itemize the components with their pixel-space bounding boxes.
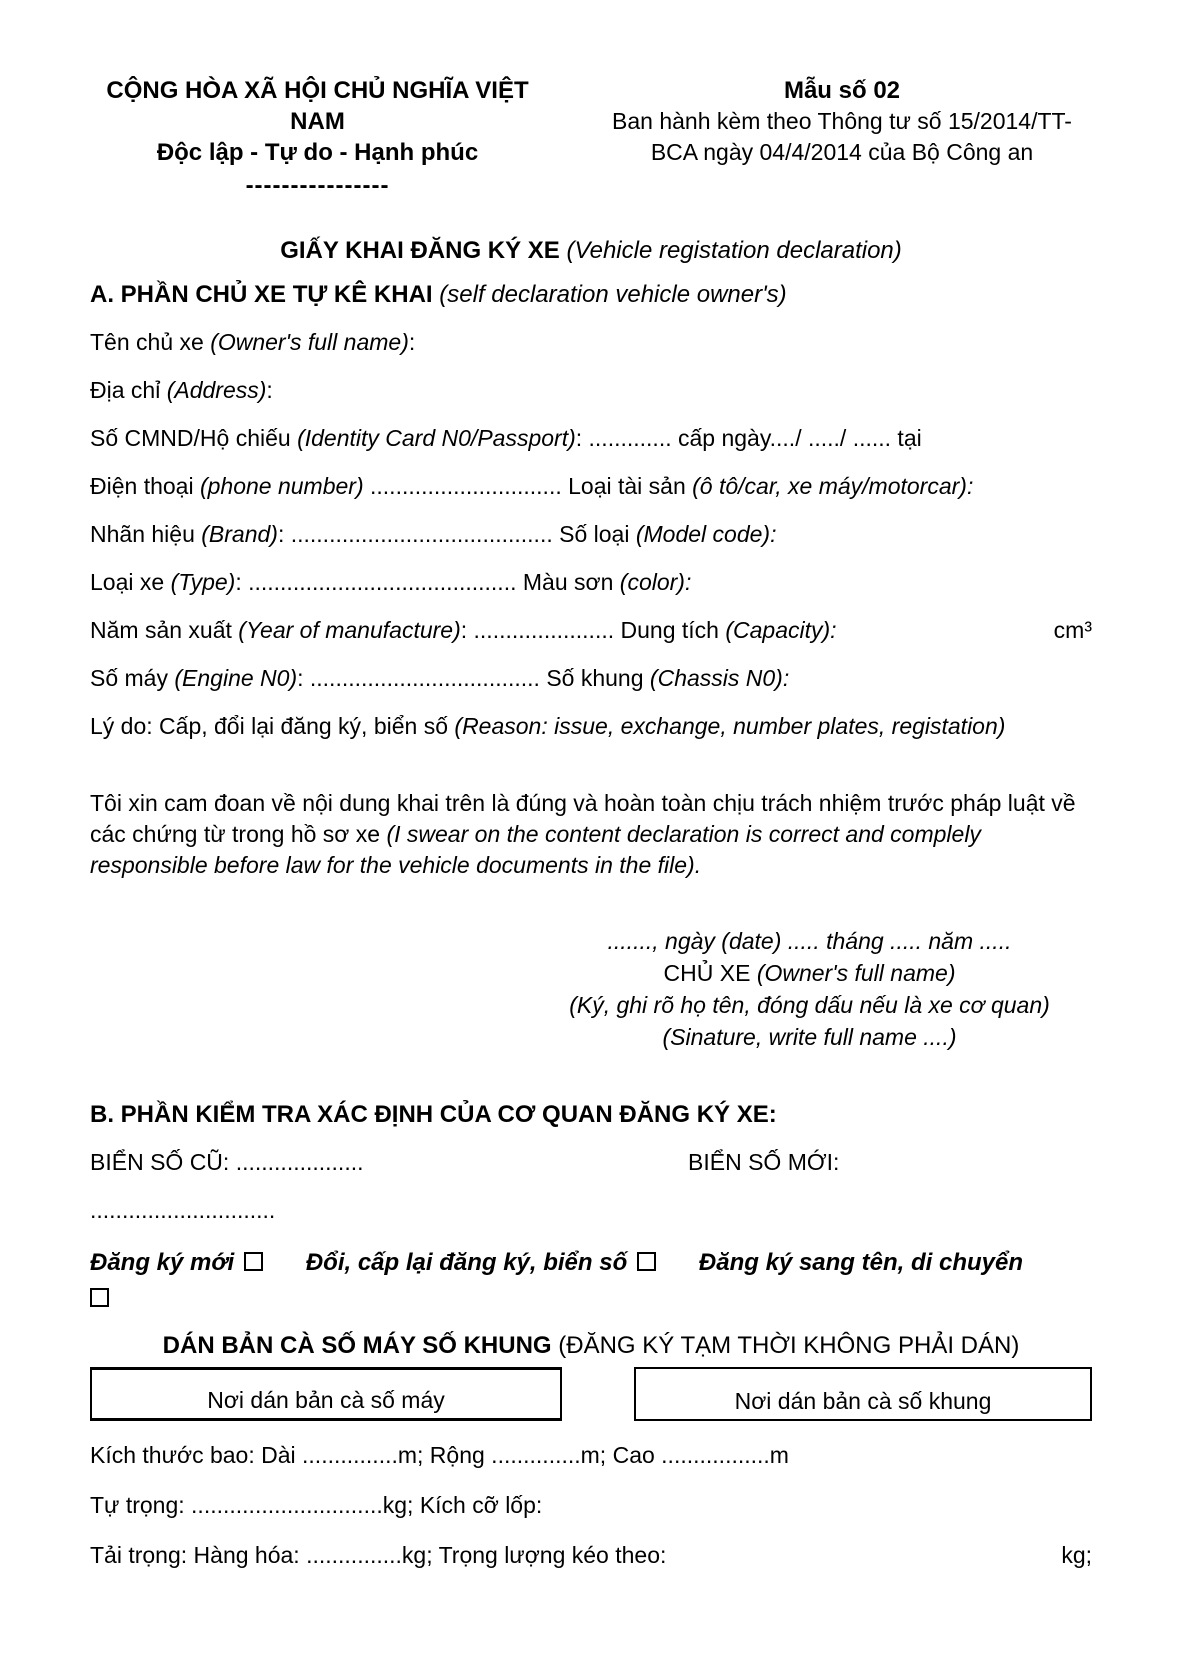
old-plate-fill-area: ............................. [90,1197,276,1223]
engine-fill-area: : .................................... [297,665,547,691]
phone-fill-area: .............................. [363,473,569,499]
id-card-fill-area: : ............. cấp ngày..../ ...../ ...... tại [575,425,922,451]
section-b-heading: B. PHẦN KIỂM TRA XÁC ĐỊNH CỦA CƠ QUAN ĐĂNG KÝ XE: [90,1101,777,1128]
option-reissue-label: Đổi, cấp lại đăng ký, biển số [305,1249,628,1276]
option-transfer [699,1249,1023,1276]
option-reissue [306,1249,656,1276]
field-load-capacity [90,1540,1092,1571]
field-type-color [90,567,1092,598]
color-label-en: (color): [619,569,692,595]
chassis-number-stamp-box [634,1367,1092,1421]
field-owner-name [90,327,1092,358]
type-label-en: (Type) [170,569,236,595]
type-label-vi: Loại xe [90,569,171,595]
option-new-registration [90,1249,263,1276]
reason-label-en: (Reason: issue, exchange, number plates, registation) [454,713,1006,739]
national-title: CỘNG HÒA XÃ HỘI CHỦ NGHĨA VIỆT NAM [106,77,529,135]
document-title-en: (Vehicle registation declaration) [566,237,902,264]
stamp-section-heading [90,1330,1092,1361]
section-a-heading-en: (self declaration vehicle owner's) [439,281,787,308]
address-suffix: : [266,377,273,403]
model-code-label-en: (Model code): [635,521,777,547]
signature-owner-en: (Owner's full name) [756,960,956,986]
year-label-vi: Năm sản xuất [90,617,239,643]
engine-number-stamp-label: Nơi dán bản cà số máy [207,1387,445,1413]
national-motto: Độc lập - Tự do - Hạnh phúc [156,139,479,166]
checkbox-transfer[interactable] [90,1288,109,1307]
plate-numbers-row [90,1147,1092,1178]
field-curb-weight: Tự trọng: ..............................kg; Kích cỡ lốp: [90,1492,543,1518]
section-a-heading-vi: A. PHẦN CHỦ XE TỰ KÊ KHAI [90,281,440,308]
id-card-label-en: (Identity Card N0/Passport) [297,425,576,451]
chassis-label-en: (Chassis N0): [649,665,790,691]
signature-owner-vi: CHỦ XE [663,960,757,986]
old-plate-label: BIỂN SỐ CŨ: .................... [90,1149,364,1175]
field-engine-chassis [90,663,1092,694]
stamp-heading-note: (ĐĂNG KÝ TẠM THỜI KHÔNG PHẢI DÁN) [551,1332,1020,1359]
declaration-en: (I swear on the content declaration is correct and complely responsible before law for the vehicle documents in the file). [90,821,981,878]
load-capacity-label: Tải trọng: Hàng hóa: ...............kg; Trọng lượng kéo theo: [90,1542,667,1568]
address-label-vi: Địa chỉ [90,377,167,403]
address-label-en: (Address) [166,377,267,403]
national-header-block [90,75,545,201]
section-a-heading [90,279,1092,310]
color-label-vi: Màu sơn [522,569,620,595]
field-address [90,375,1092,406]
id-card-label-vi: Số CMND/Hộ chiếu [90,425,298,451]
type-fill-area: : .......................................... [235,569,523,595]
model-code-label-vi: Số loại [559,521,636,547]
brand-label-vi: Nhãn hiệu [90,521,202,547]
document-title [90,237,1092,265]
field-dimensions: Kích thước bao: Dài ...............m; Rộng ..............m; Cao .................m [90,1442,789,1468]
phone-label-vi: Điện thoại [90,473,200,499]
field-brand-model [90,519,1092,550]
registration-type-options [90,1246,1092,1280]
option-transfer-label: Đăng ký sang tên, di chuyển [698,1249,1023,1276]
asset-type-label-en: (ô tô/car, xe máy/motorcar): [692,473,974,499]
year-capacity-left [90,615,837,646]
brand-fill-area: : ......................................... [277,521,560,547]
owner-name-suffix: : [408,329,416,355]
motto-divider: ---------------- [245,172,390,199]
phone-label-en: (phone number) [199,473,364,499]
signature-owner-line [527,957,1092,989]
field-id-card [90,423,1092,454]
signature-date-line: ......., ngày (date) ..... tháng ..... năm ..... [607,928,1012,954]
signature-note-2: (Sinature, write full name ....) [662,1024,957,1050]
stamp-heading-bold: DÁN BẢN CÀ SỐ MÁY SỐ KHUNG [162,1332,552,1359]
document-title-vi: GIẤY KHAI ĐĂNG KÝ XE [280,237,567,264]
owner-name-label-en: (Owner's full name) [210,329,409,355]
chassis-label-vi: Số khung [546,665,650,691]
field-phone-asset [90,471,1092,502]
form-number: Mẫu số 02 [783,77,901,104]
year-fill-area: : ...................... [460,617,621,643]
field-year-capacity [90,615,1092,646]
brand-label-en: (Brand) [201,521,278,547]
capacity-unit: cm³ [1053,617,1092,643]
signature-note-1: (Ký, ghi rõ họ tên, đóng dấu nếu là xe cơ quan) [569,992,1050,1018]
issuance-note: Ban hành kèm theo Thông tư số 15/2014/TT-BCA ngày 04/4/2014 của Bộ Công an [612,108,1072,165]
load-capacity-unit: kg; [1061,1542,1092,1568]
engine-label-en: (Engine N0) [174,665,298,691]
registration-type-options-wrap [90,1282,1092,1316]
stamp-boxes-row [90,1367,1092,1421]
signature-block [527,925,1092,1053]
year-label-en: (Year of manufacture) [238,617,461,643]
form-header [90,75,1092,201]
engine-number-stamp-box [90,1367,562,1421]
owner-name-label-vi: Tên chủ xe [90,329,211,355]
new-plate-label: BIỂN SỐ MỚI: [688,1149,840,1175]
capacity-label-en: (Capacity): [725,617,837,643]
form-reference-block [592,75,1092,201]
capacity-label-vi: Dung tích [620,617,726,643]
field-reason [90,711,1092,742]
engine-label-vi: Số máy [90,665,175,691]
declaration-paragraph [90,788,1092,881]
checkbox-reissue[interactable] [637,1252,656,1271]
checkbox-new-registration[interactable] [244,1252,263,1271]
asset-type-label-vi: Loại tài sản [568,473,693,499]
option-new-registration-label: Đăng ký mới [90,1249,235,1276]
reason-label-vi: Lý do: Cấp, đổi lại đăng ký, biển số [90,713,455,739]
declaration-vi: Tôi xin cam đoan về nội dung khai trên là đúng và hoàn toàn chịu trách nhiệm trước pháp luật về các chứng từ trong hồ sơ xe [90,790,1076,847]
chassis-number-stamp-label: Nơi dán bản cà số khung [734,1388,992,1414]
